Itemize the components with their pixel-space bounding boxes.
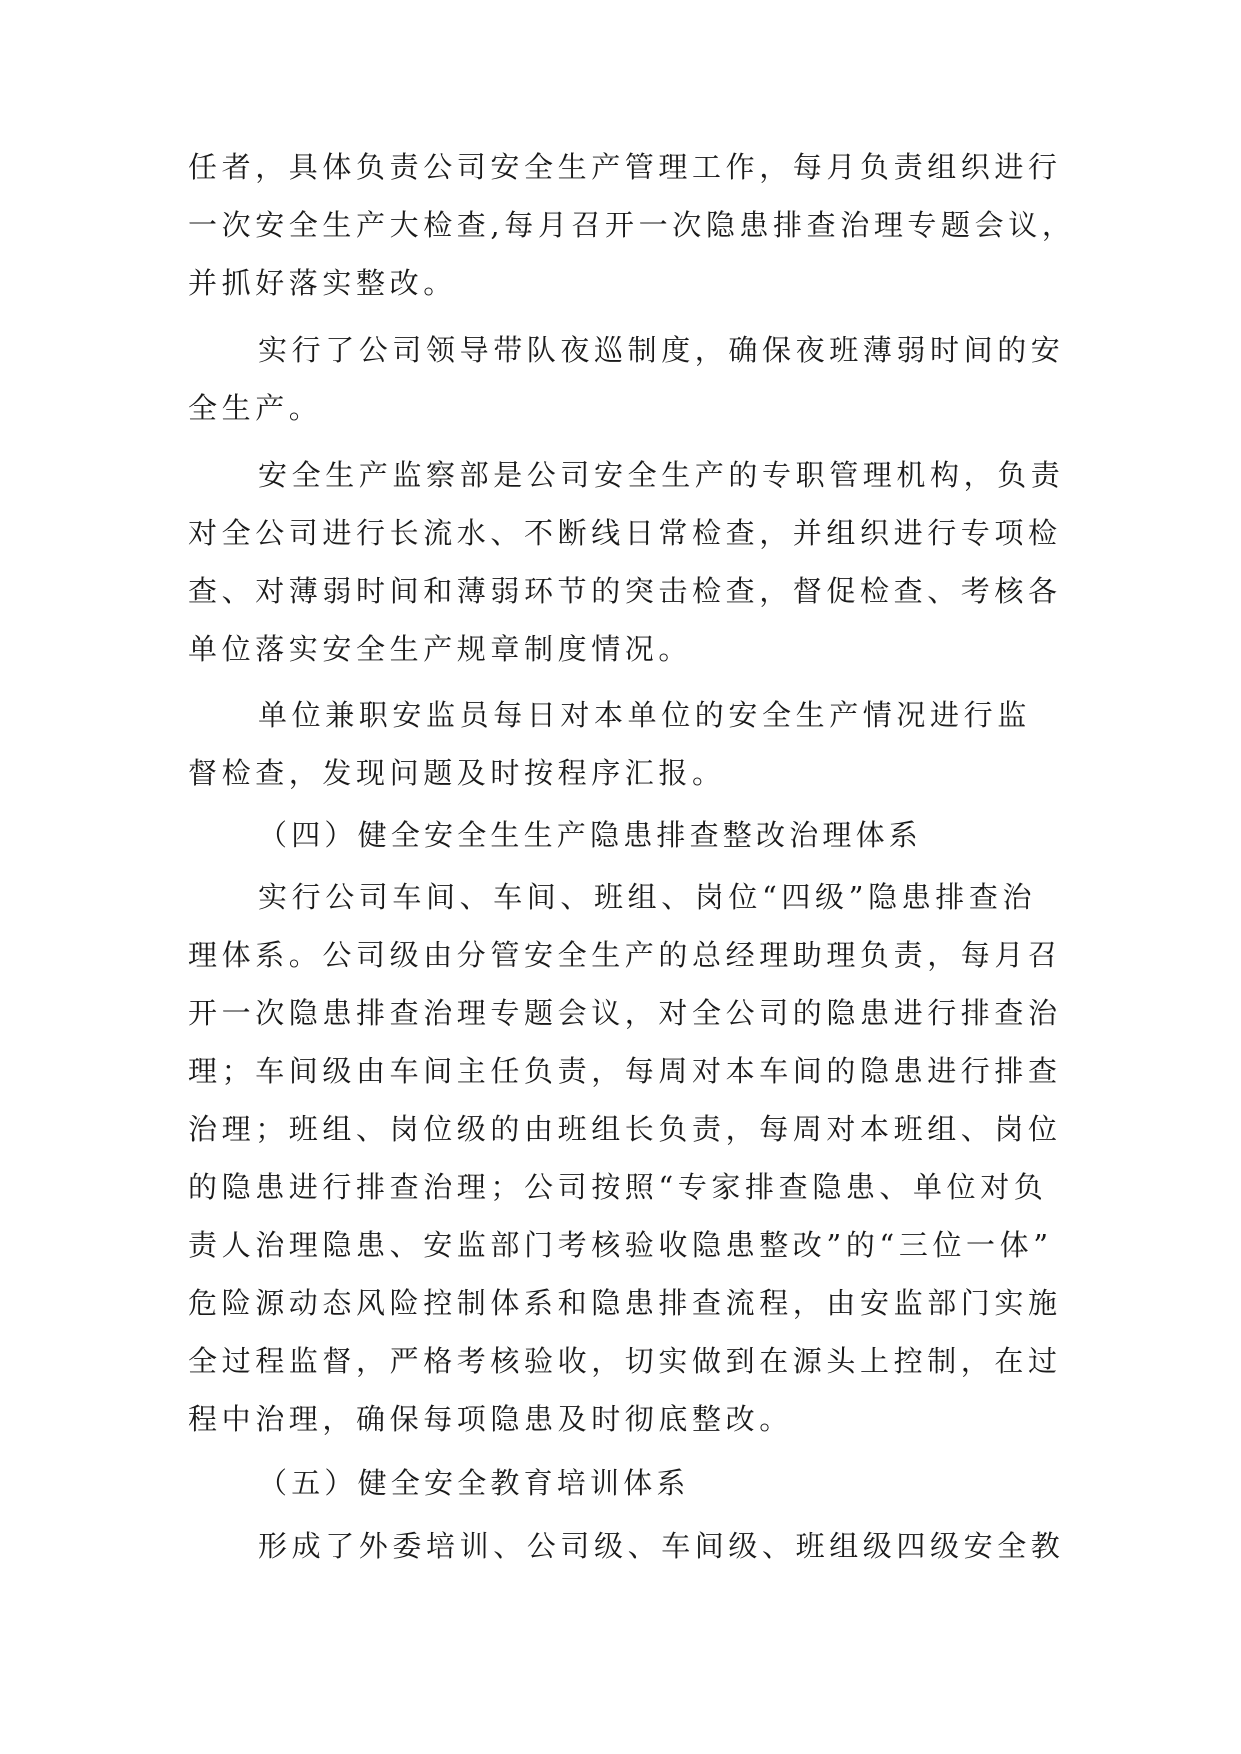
text-line: 全过程监督，严格考核验收，切实做到在源头上控制，在过 — [188, 1344, 1062, 1378]
text-line: 对全公司进行长流水、不断线日常检查，并组织进行专项检 — [188, 516, 1062, 550]
text-line: 危险源动态风险控制体系和隐患排查流程，由安监部门实施 — [188, 1286, 1062, 1320]
section-heading: （四）健全安全生生产隐患排查整改治理体系 — [258, 818, 923, 852]
text-line: 督检查，发现问题及时按程序汇报。 — [188, 756, 726, 790]
text-line: 单位落实安全生产规章制度情况。 — [188, 632, 693, 666]
text-line: 责人治理隐患、安监部门考核验收隐患整改”的“三位一体” — [188, 1228, 1053, 1262]
text-line: 安全生产监察部是公司安全生产的专职管理机构，负责 — [258, 458, 1065, 492]
text-line: 实行公司车间、车间、班组、岗位“四级”隐患排查治 — [258, 880, 1037, 914]
text-line: 形成了外委培训、公司级、车间级、班组级四级安全教 — [258, 1529, 1065, 1563]
text-line: 一次安全生产大检查,每月召开一次隐患排查治理专题会议， — [188, 208, 1076, 242]
text-line: 的隐患进行排查治理；公司按照“专家排查隐患、单位对负 — [188, 1170, 1048, 1204]
text-line: 全生产。 — [188, 391, 323, 425]
text-line: 实行了公司领导带队夜巡制度，确保夜班薄弱时间的安 — [258, 333, 1065, 367]
text-line: 任者，具体负责公司安全生产管理工作，每月负责组织进行 — [188, 150, 1062, 184]
text-line: 理体系。公司级由分管安全生产的总经理助理负责，每月召 — [188, 938, 1062, 972]
text-line: 单位兼职安监员每日对本单位的安全生产情况进行监 — [258, 698, 1031, 732]
text-line: 治理；班组、岗位级的由班组长负责，每周对本班组、岗位 — [188, 1112, 1062, 1146]
text-line: 并抓好落实整改。 — [188, 266, 457, 300]
text-line: 查、对薄弱时间和薄弱环节的突击检查，督促检查、考核各 — [188, 574, 1062, 608]
text-line: 开一次隐患排查治理专题会议，对全公司的隐患进行排查治 — [188, 996, 1062, 1030]
text-line: 程中治理，确保每项隐患及时彻底整改。 — [188, 1402, 793, 1436]
section-heading: （五）健全安全教育培训体系 — [258, 1466, 690, 1500]
text-line: 理；车间级由车间主任负责，每周对本车间的隐患进行排查 — [188, 1054, 1062, 1088]
